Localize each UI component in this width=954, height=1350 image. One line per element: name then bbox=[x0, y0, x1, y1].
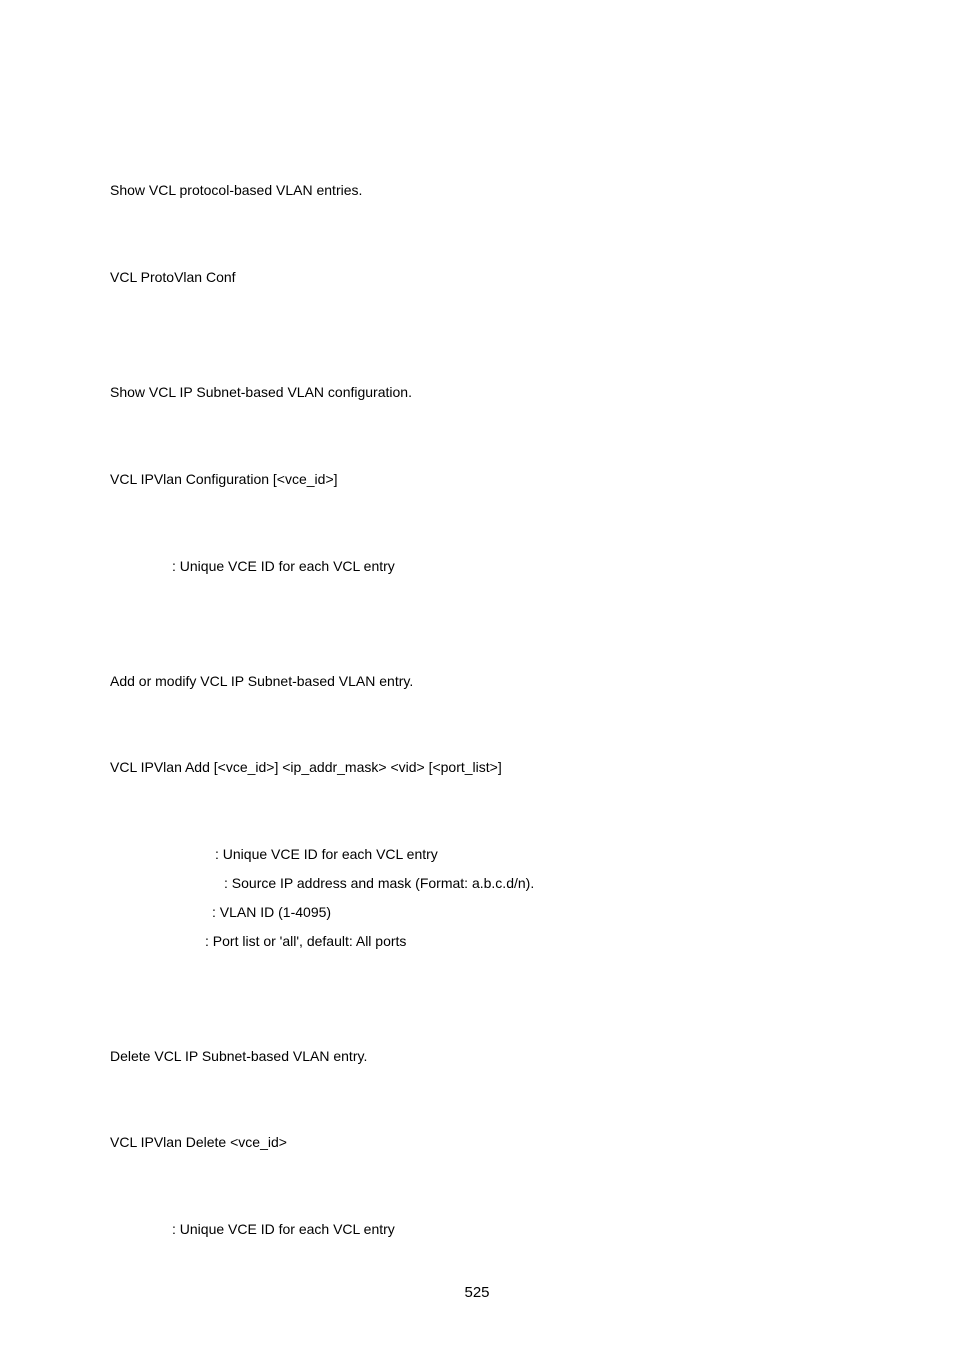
ipvlan-add-description: Add or modify VCL IP Subnet-based VLAN entry. bbox=[110, 673, 414, 689]
ipvlan-delete-description: Delete VCL IP Subnet-based VLAN entry. bbox=[110, 1048, 368, 1064]
ipvlan-configuration-param-vce-id: : Unique VCE ID for each VCL entry bbox=[172, 558, 395, 574]
ipvlan-configuration-description: Show VCL IP Subnet-based VLAN configuration. bbox=[110, 384, 412, 400]
ipvlan-add-param-ip-addr-mask: : Source IP address and mask (Format: a.b.c.d/n). bbox=[224, 875, 535, 891]
ipvlan-add-param-vce-id: : Unique VCE ID for each VCL entry bbox=[215, 846, 438, 862]
ipvlan-add-syntax: VCL IPVlan Add [<vce_id>] <ip_addr_mask> <vid> [<port_list>] bbox=[110, 759, 502, 775]
ipvlan-delete-syntax: VCL IPVlan Delete <vce_id> bbox=[110, 1134, 287, 1150]
ipvlan-delete-param-vce-id: : Unique VCE ID for each VCL entry bbox=[172, 1221, 395, 1237]
protovlan-conf-syntax: VCL ProtoVlan Conf bbox=[110, 269, 236, 285]
ipvlan-add-param-port-list: : Port list or 'all', default: All ports bbox=[205, 933, 407, 949]
page-number: 525 bbox=[464, 1284, 490, 1301]
protovlan-conf-description: Show VCL protocol-based VLAN entries. bbox=[110, 182, 363, 198]
ipvlan-add-param-vid: : VLAN ID (1-4095) bbox=[212, 904, 332, 920]
ipvlan-configuration-syntax: VCL IPVlan Configuration [<vce_id>] bbox=[110, 471, 338, 487]
